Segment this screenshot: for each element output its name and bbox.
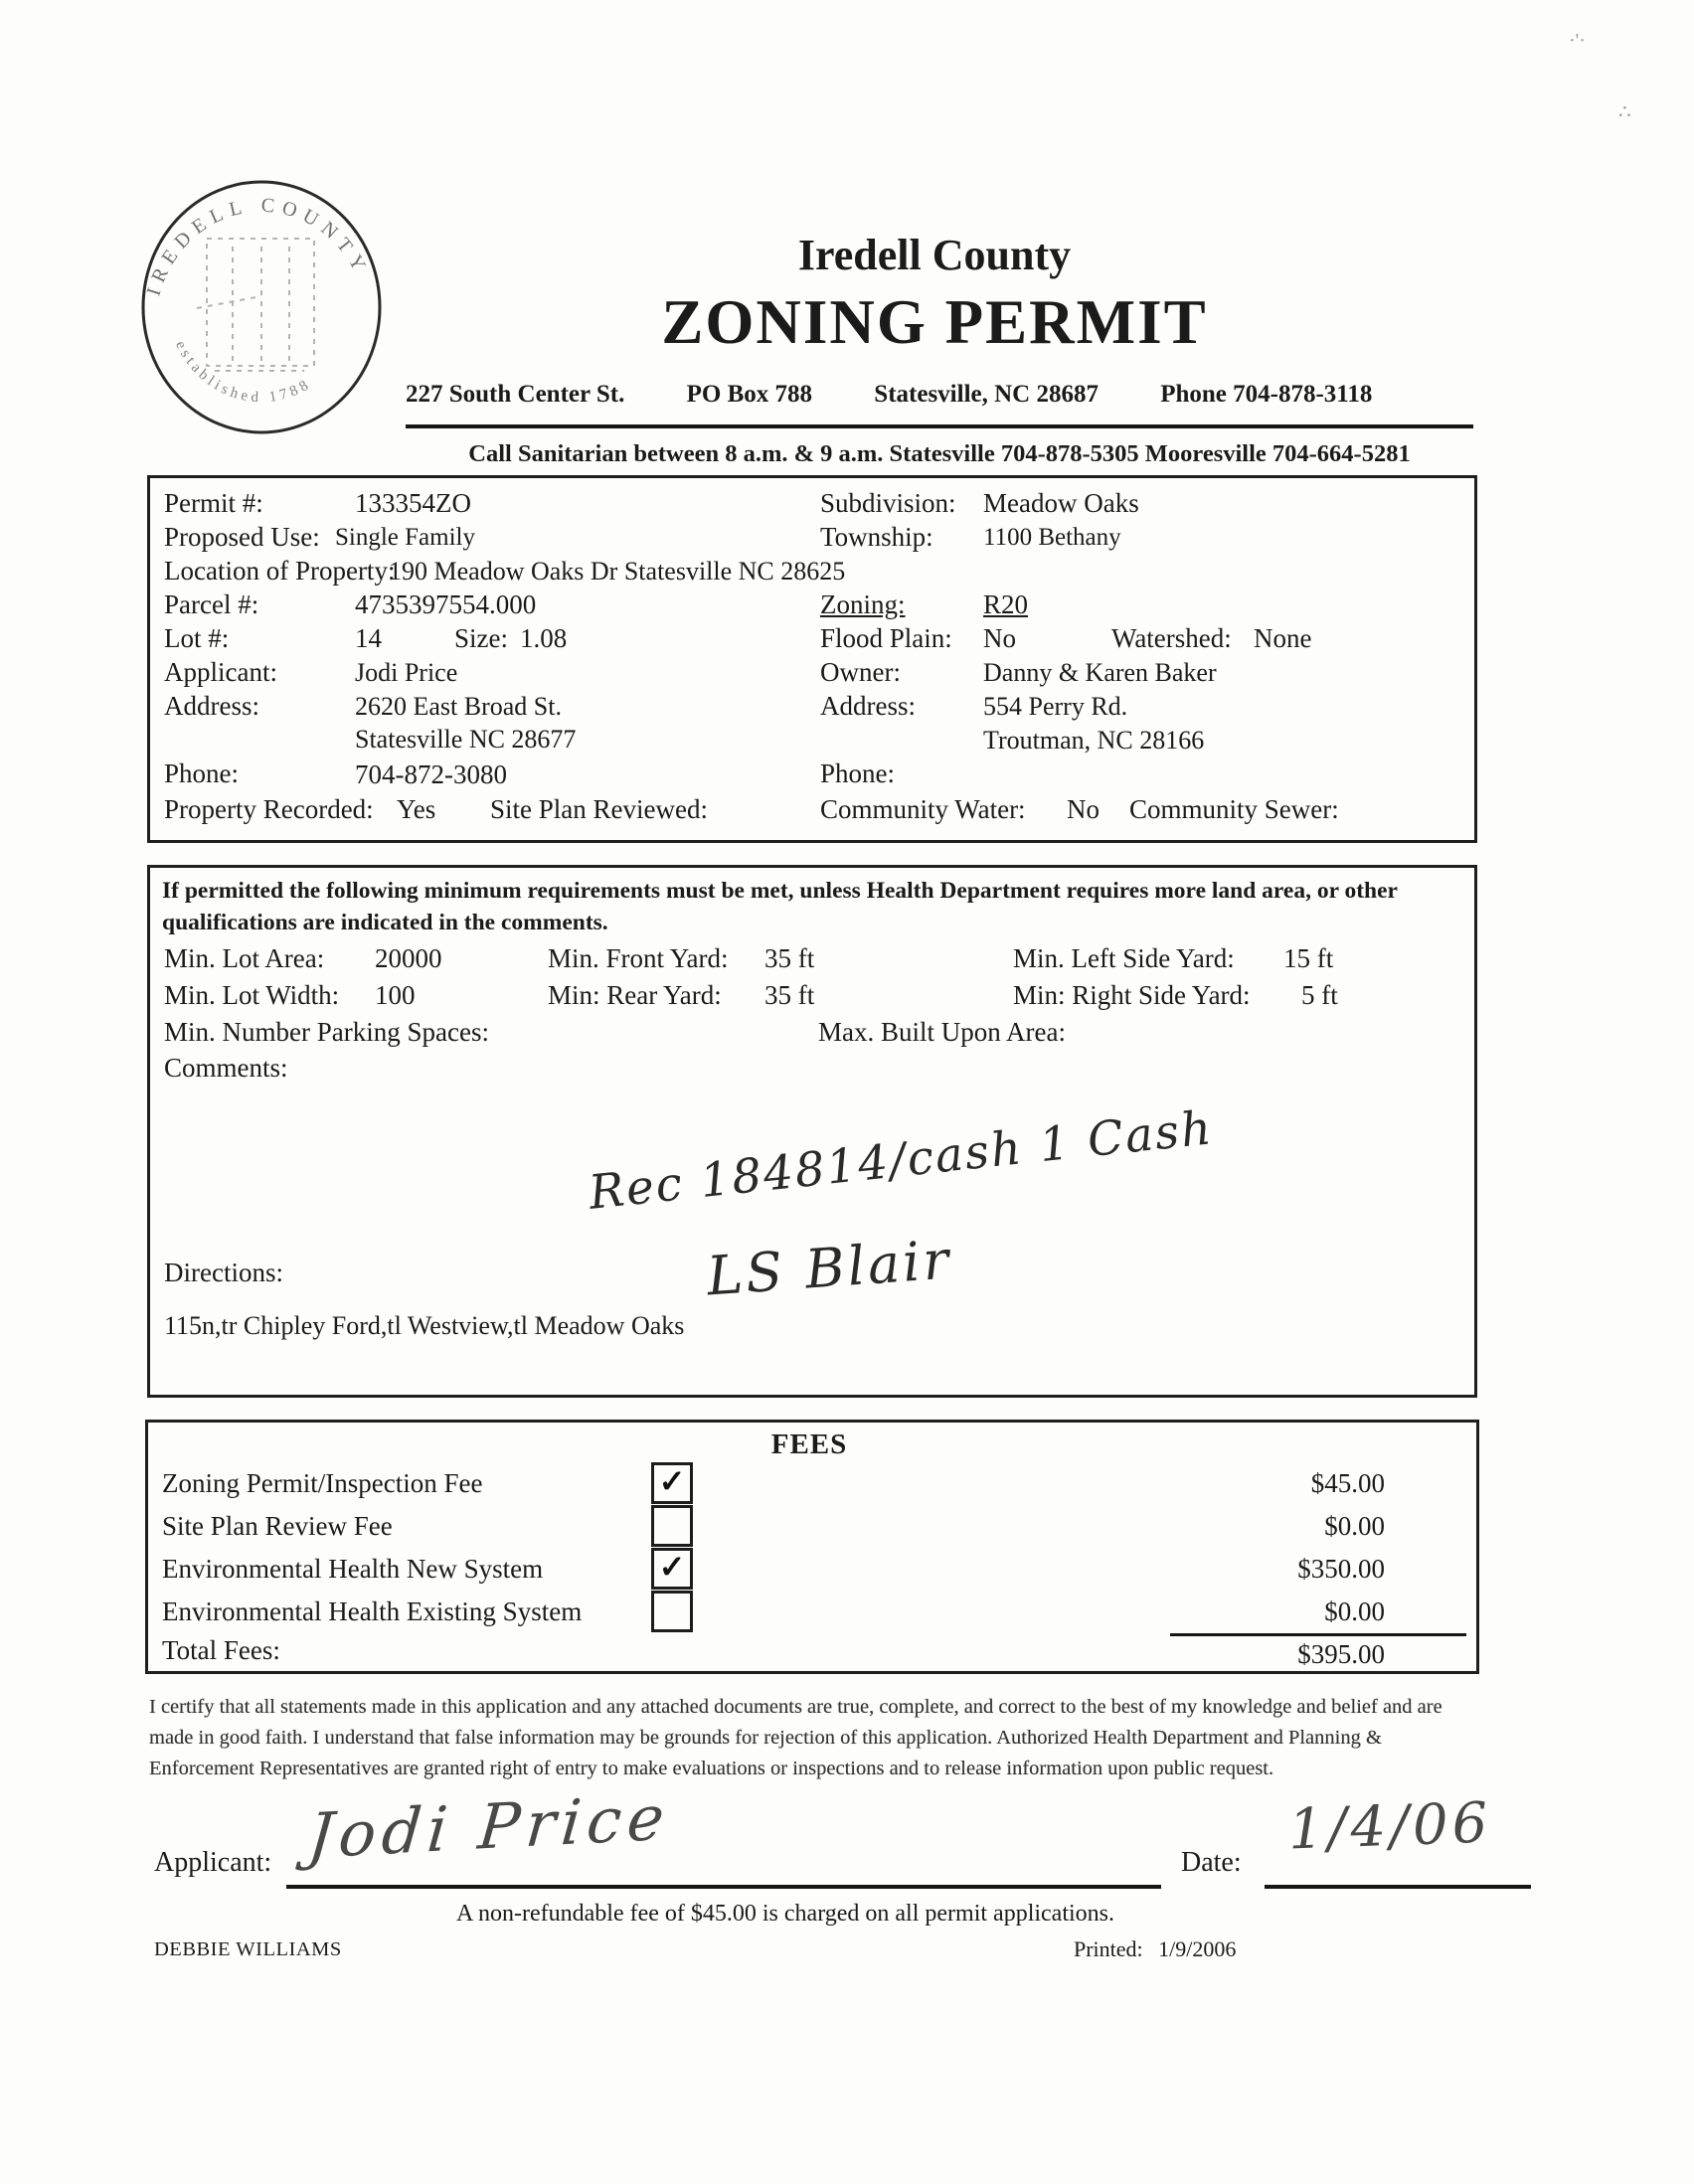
min-left-side-yard-label: Min. Left Side Yard:: [1013, 943, 1235, 973]
scan-artifact: ∴: [1618, 101, 1631, 123]
watershed-label: Watershed:: [1111, 623, 1232, 653]
page-title: ZONING PERMIT: [661, 287, 1208, 357]
seal-courthouse-sketch: [197, 239, 314, 371]
fee-row-amount: $0.00: [1324, 1596, 1385, 1626]
header-city: Statesville, NC 28687: [874, 381, 1099, 408]
permit-number-label: Permit #:: [164, 488, 263, 518]
comments-label: Comments:: [164, 1053, 288, 1083]
property-recorded-label: Property Recorded:: [164, 794, 374, 824]
scan-artifact: ·'·: [1569, 30, 1586, 52]
applicant-signature: Jodi Price: [305, 1780, 673, 1873]
fee-row-checkbox: [651, 1591, 693, 1632]
lot-number-label: Lot #:: [164, 623, 230, 653]
min-front-yard-label: Min. Front Yard:: [548, 943, 729, 973]
requirements-intro: If permitted the following minimum requirements must be met, unless Health Department requires more land area, or other qualifications are indicated in the comments.: [162, 878, 1398, 935]
fee-row-checkbox: [651, 1505, 693, 1547]
applicant-address-label: Address:: [164, 691, 259, 721]
svg-text:IREDELL COUNTY: [142, 194, 373, 298]
checkmark-icon: ✓: [658, 1549, 686, 1585]
fee-row-amount: $350.00: [1297, 1554, 1385, 1584]
clerk-name: DEBBIE WILLIAMS: [154, 1938, 342, 1960]
applicant-address-line1: 2620 East Broad St.: [355, 692, 562, 721]
handwritten-initials: LS Blair: [705, 1228, 954, 1308]
size-value: 1.08: [520, 623, 568, 653]
proposed-use-value: Single Family: [335, 524, 475, 551]
zoning-label: Zoning:: [820, 589, 906, 619]
flood-plain-label: Flood Plain:: [820, 623, 952, 653]
fee-row-label: Environmental Health Existing System: [162, 1596, 583, 1626]
community-water-value: No: [1067, 794, 1100, 824]
min-left-side-yard-value: 15 ft: [1283, 943, 1334, 973]
header-po-box: PO Box 788: [686, 381, 813, 408]
svg-text:established 1788: [172, 338, 314, 406]
min-rear-yard-label: Min: Rear Yard:: [548, 980, 722, 1010]
location-value: 190 Meadow Oaks Dr Statesville NC 28625: [389, 557, 846, 586]
printed-date: 1/9/2006: [1158, 1936, 1237, 1961]
owner-address-line1: 554 Perry Rd.: [983, 692, 1128, 721]
applicant-value: Jodi Price: [355, 658, 458, 687]
requirements-box: [147, 865, 1477, 1398]
fee-row-label: Zoning Permit/Inspection Fee: [162, 1468, 483, 1498]
permit-number-value: 133354ZO: [355, 488, 471, 518]
applicant-label: Applicant:: [164, 657, 277, 687]
min-lot-area-value: 20000: [375, 943, 442, 973]
zoning-value: R20: [983, 589, 1029, 619]
fees-subtotal-rule: [1170, 1633, 1466, 1636]
total-fees-label: Total Fees:: [162, 1635, 280, 1665]
date-line: [1265, 1885, 1531, 1889]
subdivision-value: Meadow Oaks: [983, 488, 1139, 518]
directions-value: 115n,tr Chipley Ford,tl Westview,tl Meadow Oaks: [164, 1311, 685, 1340]
community-sewer-label: Community Sewer:: [1129, 794, 1339, 824]
min-parking-label: Min. Number Parking Spaces:: [164, 1017, 489, 1047]
min-front-yard-value: 35 ft: [764, 943, 815, 973]
location-label: Location of Property:: [164, 556, 396, 586]
owner-value: Danny & Karen Baker: [983, 658, 1217, 687]
handwritten-date: 1/4/06: [1286, 1790, 1493, 1863]
seal-bottom-text: established 1788: [172, 338, 315, 407]
flood-plain-value: No: [983, 623, 1016, 653]
fee-row-amount: $45.00: [1310, 1468, 1385, 1498]
fee-row-checkbox: [651, 1462, 693, 1504]
handwritten-receipt-note: Rec 184814/cash 1 Cash: [586, 1100, 1216, 1221]
parcel-value: 4735397554.000: [355, 589, 537, 619]
directions-label: Directions:: [164, 1258, 283, 1287]
county-name: Iredell County: [797, 231, 1072, 279]
date-label: Date:: [1181, 1847, 1242, 1878]
owner-address-label: Address:: [820, 691, 916, 721]
sanitarian-note: Call Sanitarian between 8 a.m. & 9 a.m. Statesville 704-878-5305 Mooresville 704-664-5281: [468, 440, 1411, 467]
size-label: Size:: [454, 623, 508, 653]
min-lot-width-value: 100: [375, 980, 416, 1010]
min-lot-width-label: Min. Lot Width:: [164, 980, 340, 1010]
property-recorded-value: Yes: [397, 794, 436, 824]
fee-row-checkbox: [651, 1548, 693, 1590]
total-fees-amount: $395.00: [1297, 1639, 1385, 1669]
township-value: 1100 Bethany: [983, 524, 1121, 551]
proposed-use-label: Proposed Use:: [164, 522, 320, 552]
owner-address-line2: Troutman, NC 28166: [983, 726, 1205, 755]
community-water-label: Community Water:: [820, 794, 1026, 824]
printed-line: [1074, 1936, 1236, 1961]
applicant-signature-label: Applicant:: [154, 1847, 272, 1878]
permit-info-box: [147, 475, 1477, 843]
checkmark-icon: ✓: [658, 1463, 686, 1499]
max-built-upon-label: Max. Built Upon Area:: [818, 1017, 1066, 1047]
printed-label: Printed:: [1074, 1936, 1143, 1961]
fee-row-label: Environmental Health New System: [162, 1554, 544, 1584]
certification-statement: I certify that all statements made in this application and any attached documents are true, complete, and correct to the best of my knowledge and belief and are made in good faith. I understand that false information may be grounds for rejection of this application. Authorized Health Department and Planning & Enforcement Representatives are granted right of entry to make evaluations or inspections and to release information upon public request.: [149, 1696, 1442, 1779]
nonrefundable-fee-note: A non-refundable fee of $45.00 is charged on all permit applications.: [455, 1901, 1115, 1927]
header-rule: [406, 424, 1473, 428]
site-plan-reviewed-label: Site Plan Reviewed:: [490, 794, 708, 824]
min-right-side-yard-label: Min: Right Side Yard:: [1013, 980, 1251, 1010]
min-right-side-yard-value: 5 ft: [1301, 980, 1338, 1010]
header-phone: Phone 704-878-3118: [1160, 381, 1373, 408]
watershed-value: None: [1254, 623, 1312, 653]
min-rear-yard-value: 35 ft: [764, 980, 815, 1010]
applicant-phone-value: 704-872-3080: [355, 759, 507, 789]
owner-label: Owner:: [820, 657, 901, 687]
min-lot-area-label: Min. Lot Area:: [164, 943, 325, 973]
fees-title: FEES: [770, 1428, 848, 1460]
seal-top-text: IREDELL COUNTY: [142, 194, 374, 299]
owner-phone-label: Phone:: [820, 758, 896, 788]
parcel-label: Parcel #:: [164, 589, 259, 619]
lot-number-value: 14: [355, 623, 382, 653]
fee-row-label: Site Plan Review Fee: [162, 1511, 393, 1541]
fees-box: [145, 1420, 1479, 1674]
applicant-address-line2: Statesville NC 28677: [355, 725, 577, 754]
header-address-line: [406, 381, 1479, 410]
applicant-signature-line: [286, 1885, 1161, 1889]
subdivision-label: Subdivision:: [820, 488, 956, 518]
fee-row-amount: $0.00: [1324, 1511, 1385, 1541]
township-label: Township:: [820, 522, 933, 552]
county-seal: [135, 177, 388, 437]
applicant-phone-label: Phone:: [164, 758, 240, 788]
header-street: 227 South Center St.: [406, 381, 625, 408]
